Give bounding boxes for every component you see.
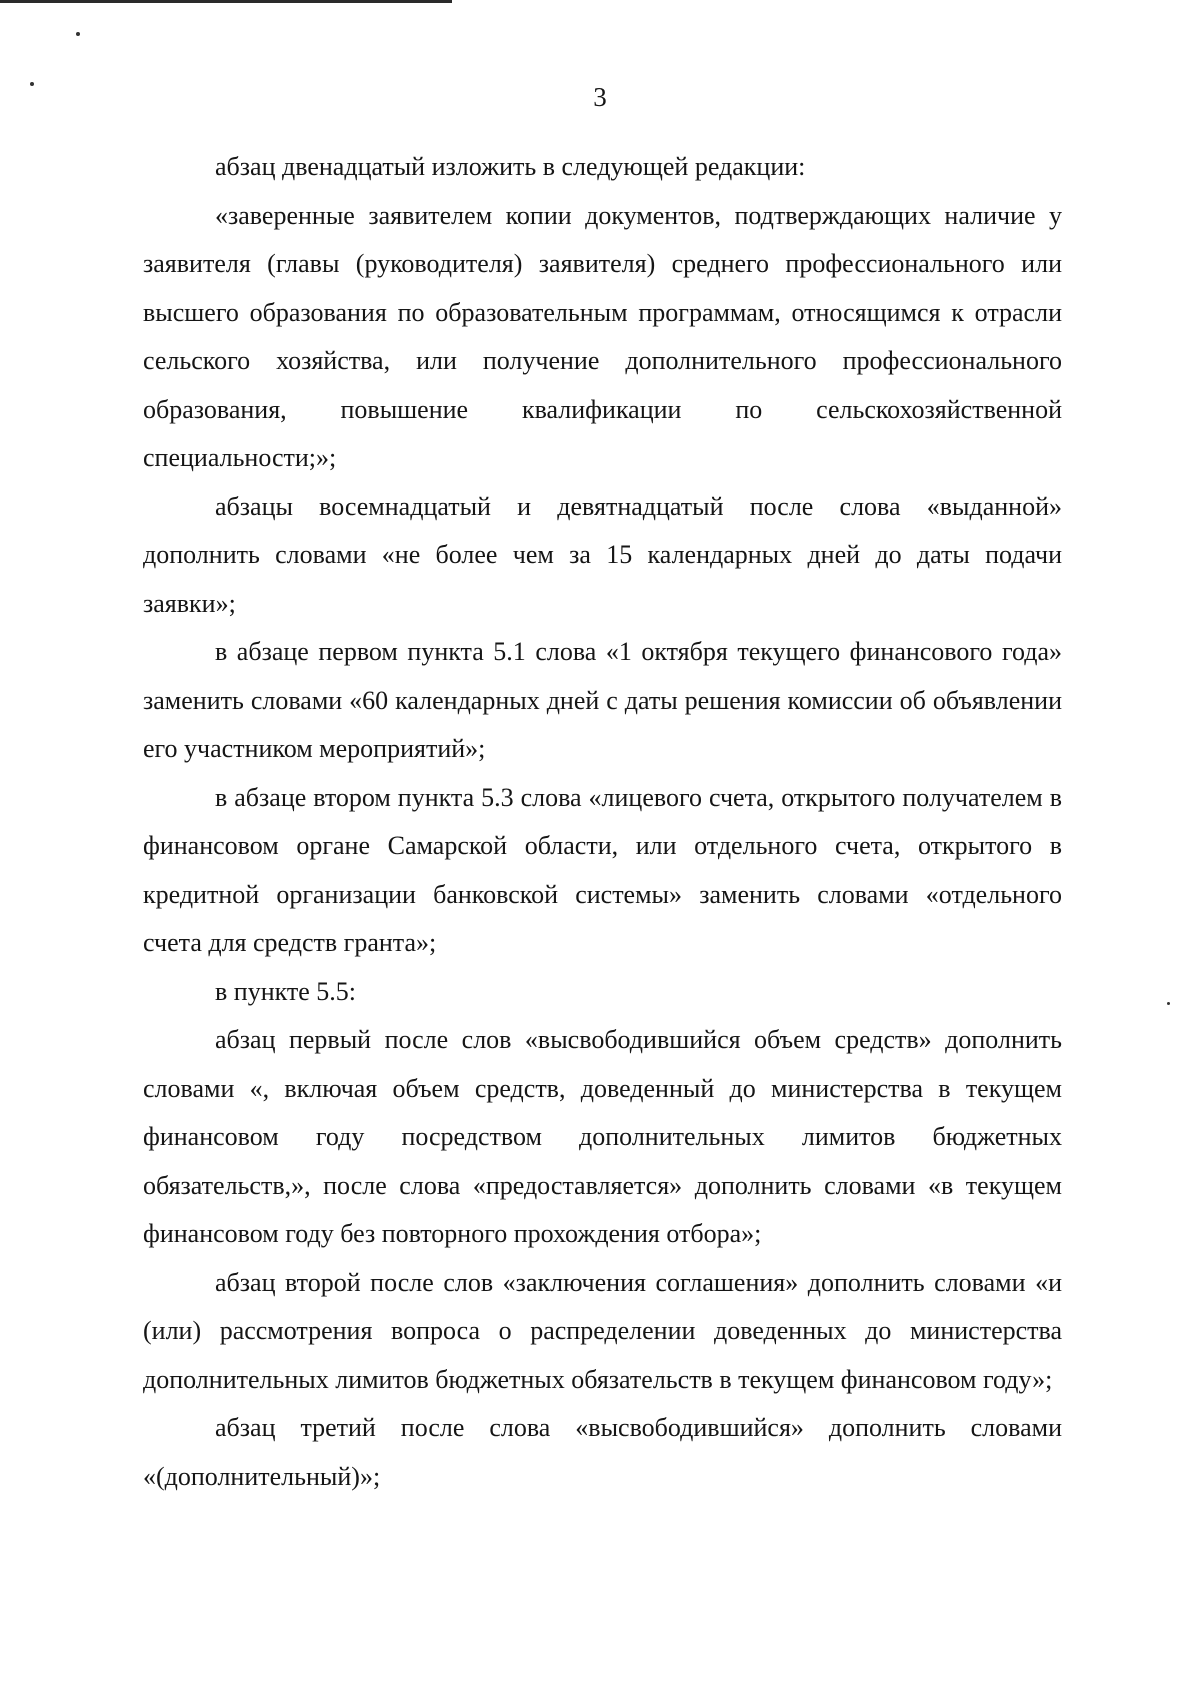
paragraph: в пункте 5.5: [215, 976, 357, 1006]
scan-top-edge-line [0, 0, 452, 3]
page-number: 3 [593, 82, 607, 112]
paragraph: абзацы восемнадцатый и девятнадцатый после слова «выданной» дополнить словами «не более чем за 15 календарных дней до даты подачи заявки»; [143, 491, 1062, 618]
document-body [143, 143, 1062, 1501]
paragraph: «заверенные заявителем копии документов, подтверждающих наличие у заявителя (главы (руководителя) заявителя) среднего профессионального или высшего образования по образовательным программам, относящимся к отрасли сельского хозяйства, или получение дополнительного профессионального образования, повышение квалификации по сельскохозяйственной специальности;»; [143, 200, 1062, 472]
paragraph: в абзаце втором пункта 5.3 слова «лицевого счета, открытого получателем в финансовом органе Самарской области, или отдельного счета, открытого в кредитной организации банковской системы» заменить словами «отдельного счета для средств гранта»; [143, 782, 1062, 957]
paragraph: в абзаце первом пункта 5.1 слова «1 октября текущего финансового года» заменить словами «60 календарных дней с даты решения комиссии об объявлении его участником мероприятий»; [143, 637, 1062, 763]
paragraph: абзац двенадцатый изложить в следующей редакции: [215, 152, 806, 181]
paragraph: абзац второй после слов «заключения соглашения» дополнить словами «и (или) рассмотрения вопроса о распределении доведенных до министерства дополнительных лимитов бюджетных обязательств в текущем финансовом году»; [143, 1267, 1062, 1394]
paragraph: абзац третий после слова «высвободившийся» дополнить словами «(дополнительный)»; [143, 1413, 1062, 1491]
paragraph: абзац первый после слов «высвободившийся объем средств» дополнить словами «, включая объем средств, доведенный до министерства в текущем финансовом году посредством дополнительных лимитов бюджетных обязательств,», после слова «предоставляется» дополнить словами «в текущем финансовом году без повторного прохождения отбора»; [143, 1025, 1062, 1248]
scan-speck [76, 32, 80, 36]
scan-speck [1167, 1002, 1170, 1005]
